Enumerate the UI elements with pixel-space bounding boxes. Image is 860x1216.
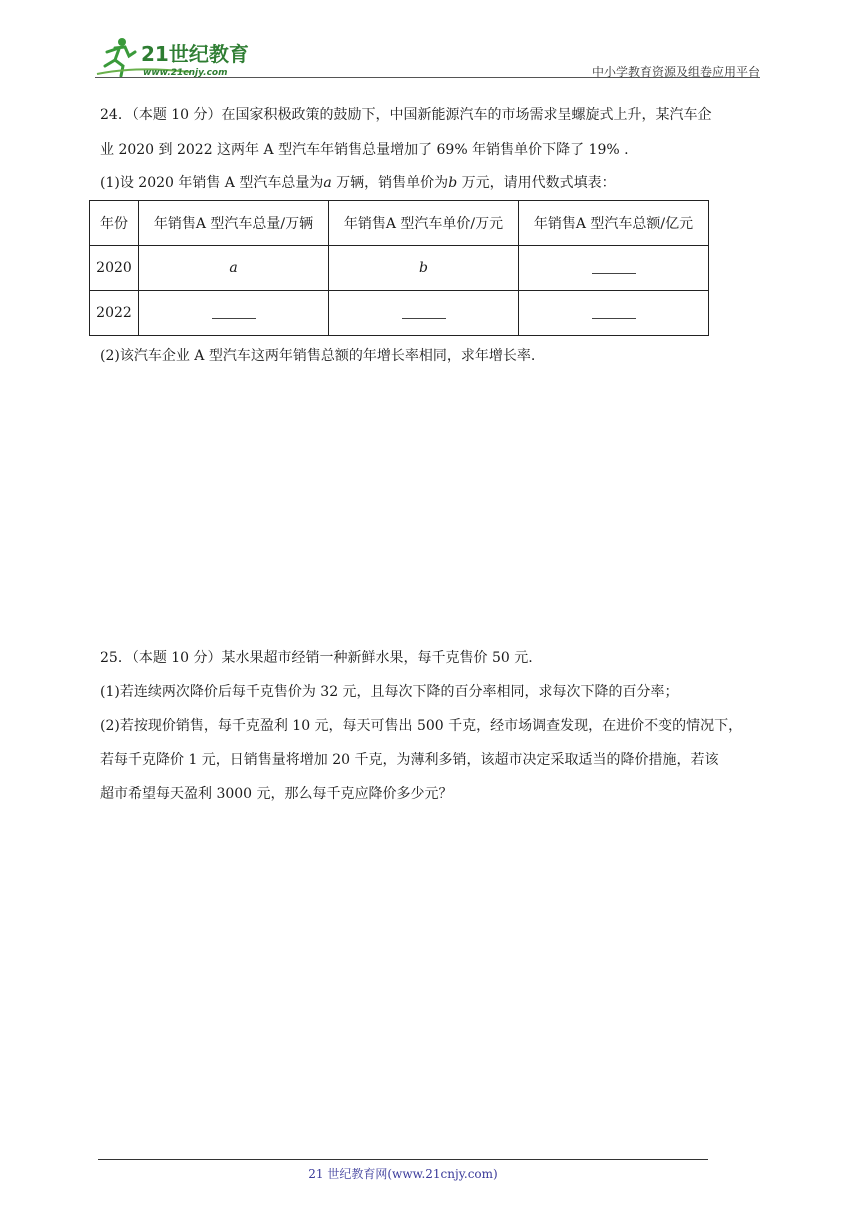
footer-divider [98,1159,708,1160]
row-year: 2022 [90,291,139,336]
answer-blank [592,308,636,319]
table-row [90,291,709,336]
logo-icon [95,36,270,80]
q25-part2-line1: (2)若按现价销售，每千克盈利 10 元，每天可售出 500 千克，经市场调查发现，在进价不变的情况下， [100,718,743,734]
header-total: 年销售A 型汽车总额/亿元 [519,201,709,246]
cell-price-blank[interactable] [329,291,519,336]
sales-table [89,200,709,336]
q24-line1: 24．（本题 10 分）在国家积极政策的鼓励下，中国新能源汽车的市场需求呈螺旋式上升，某汽车企 [100,107,712,123]
cell-quantity: a [139,246,329,291]
svg-text:21世纪教育: 21世纪教育 [141,42,249,66]
q24-part2: (2)该汽车企业 A 型汽车这两年销售总额的年增长率相同，求年增长率. [100,348,536,364]
row-year: 2020 [90,246,139,291]
header-price: 年销售A 型汽车单价/万元 [329,201,519,246]
cell-quantity-blank[interactable] [139,291,329,336]
page-header [95,30,760,80]
cell-total-blank[interactable] [519,246,709,291]
q24-part1-prefix: (1)设 2020 年销售 A 型汽车总量为 [100,175,324,191]
q24-part1-suffix: 万元，请用代数式填表： [457,175,616,191]
q25-part1: (1)若连续两次降价后每千克售价为 32 元，且每次下降的百分率相同，求每次下降的百分率； [100,684,679,700]
q25-part2-line2: 若每千克降价 1 元，日销售量将增加 20 千克，为薄利多销，该超市决定采取适当的降价措施，若该 [100,752,719,768]
var-b: b [448,175,458,191]
answer-blank [212,308,256,319]
cell-total-blank[interactable] [519,291,709,336]
q25-part2-line3: 超市希望每天盈利 3000 元，那么每千克应降价多少元？ [100,786,453,802]
answer-blank [402,308,446,319]
q24-part1 [100,172,765,194]
table-row [90,246,709,291]
q25-line1: 25．（本题 10 分）某水果超市经销一种新鲜水果，每千克售价 50 元. [100,650,533,666]
header-year: 年份 [90,201,139,246]
q24-line2: 业 2020 到 2022 这两年 A 型汽车年销售总量增加了 69% 年销售单价下降了 19% . [100,142,629,158]
header-divider [95,77,760,78]
table-header-row [90,201,709,246]
cell-price: b [329,246,519,291]
svg-text:www.21cnjy.com: www.21cnjy.com [143,68,228,78]
platform-name: 中小学教育资源及组卷应用平台 [591,65,760,79]
footer-link[interactable]: 21 世纪教育网(www.21cnjy.com) [308,1167,498,1181]
header-quantity: 年销售A 型汽车总量/万辆 [139,201,329,246]
var-a: a [323,175,332,191]
answer-blank [592,263,636,274]
q24-part1-mid: 万辆，销售单价为 [331,175,449,191]
